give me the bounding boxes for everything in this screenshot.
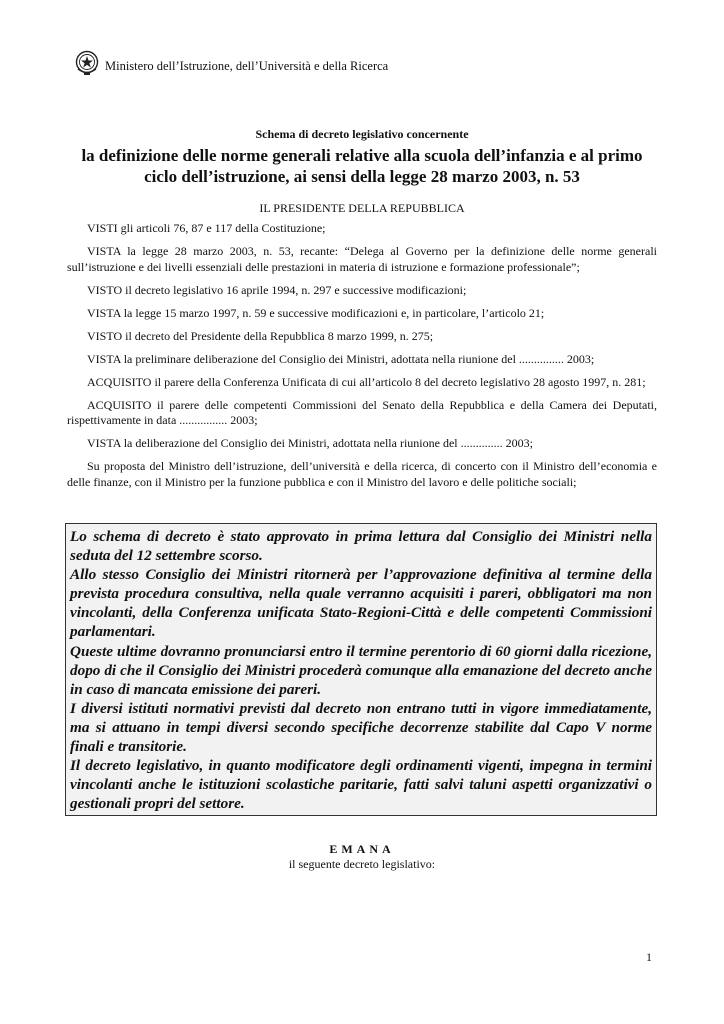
- preamble-paragraph: VISTA la preliminare deliberazione del Consiglio dei Ministri, adottata nella riunione del ............... 2003;: [87, 351, 595, 366]
- notice-paragraph: Lo schema di decreto è stato approvato in prima lettura dal Consiglio dei Ministri nella seduta del 12 settembre scorso.: [70, 528, 652, 565]
- notice-paragraph: Queste ultime dovranno pronunciarsi entro il termine perentorio di 60 giorni dalla ricezione, dopo di che il Consiglio dei Ministri procederà comunque alla emanazione del decreto anche in caso di mancata emissione dei pareri.: [70, 642, 652, 698]
- preamble: [67, 221, 657, 498]
- preamble-paragraph: VISTO il decreto legislativo 16 aprile 1994, n. 297 e successive modificazioni;: [87, 282, 467, 297]
- preamble-paragraph: ACQUISITO il parere delle competenti Commissioni del Senato della Repubblica e della Camera dei Deputati, rispettivamente in data ................ 2003;: [67, 397, 657, 427]
- president-heading: IL PRESIDENTE DELLA REPUBBLICA: [259, 201, 465, 215]
- preamble-paragraph: VISTA la legge 28 marzo 2003, n. 53, recante: “Delega al Governo per la definizione delle norme generali sull’istruzione e dei livelli essenziali delle prestazioni in materia di istruzione e formazione professionale”;: [67, 244, 657, 274]
- emana-heading: EMANA: [329, 842, 395, 856]
- document-title: la definizione delle norme generali relative alla scuola dell’infanzia e al primo ciclo dell’istruzione, ai sensi della legge 28 marzo 2003, n. 53: [81, 146, 643, 186]
- preamble-paragraph: VISTO il decreto del Presidente della Repubblica 8 marzo 1999, n. 275;: [87, 328, 434, 343]
- schema-label: Schema di decreto legislativo concernente: [255, 127, 469, 141]
- page-header: [75, 50, 388, 76]
- preamble-paragraph: VISTA la deliberazione del Consiglio dei Ministri, adottata nella riunione del .............. 2003;: [87, 436, 533, 450]
- notice-box: [65, 523, 657, 816]
- preamble-paragraph: ACQUISITO il parere della Conferenza Unificata di cui all’articolo 8 del decreto legislativo 28 agosto 1997, n. 281;: [87, 374, 646, 389]
- page-number: 1: [646, 950, 652, 964]
- ministry-name: Ministero dell’Istruzione, dell’Università e della Ricerca: [105, 58, 389, 73]
- notice-paragraph: Allo stesso Consiglio dei Ministri ritornerà per l’approvazione definitiva al termine della prevista procedura consultiva, nella quale verranno acquisiti i pareri, obbligatori ma non vincolanti, della Conferenza unificata Stato-Regioni-Città e delle competenti Commissioni parlamentari.: [70, 566, 652, 641]
- preamble-paragraph: VISTA la legge 15 marzo 1997, n. 59 e successive modificazioni e, in particolare, l’articolo 21;: [87, 305, 545, 320]
- preamble-paragraph: VISTI gli articoli 76, 87 e 117 della Costituzione;: [87, 221, 326, 235]
- italian-republic-emblem-icon: [75, 50, 99, 76]
- seguente-line: il seguente decreto legislativo:: [288, 857, 436, 871]
- notice-paragraph: Il decreto legislativo, in quanto modificatore degli ordinamenti vigenti, impegna in termini vincolanti anche le istituzioni scolastiche paritarie, fatti salvi taluni aspetti organizzativi o gestionali propri del settore.: [70, 757, 652, 813]
- preamble-paragraph: Su proposta del Ministro dell’istruzione, dell’università e della ricerca, di concerto con il Ministro dell’economia e delle finanze, con il Ministro per la funzione pubblica e con il Ministro del lavoro e delle politiche sociali;: [67, 459, 657, 489]
- notice-paragraph: I diversi istituti normativi previsti dal decreto non entrano tutti in vigore immediatamente, ma si attuano in tempi diversi secondo specifiche decorrenze stabilite dal Capo V norme finali e transitorie.: [70, 699, 652, 756]
